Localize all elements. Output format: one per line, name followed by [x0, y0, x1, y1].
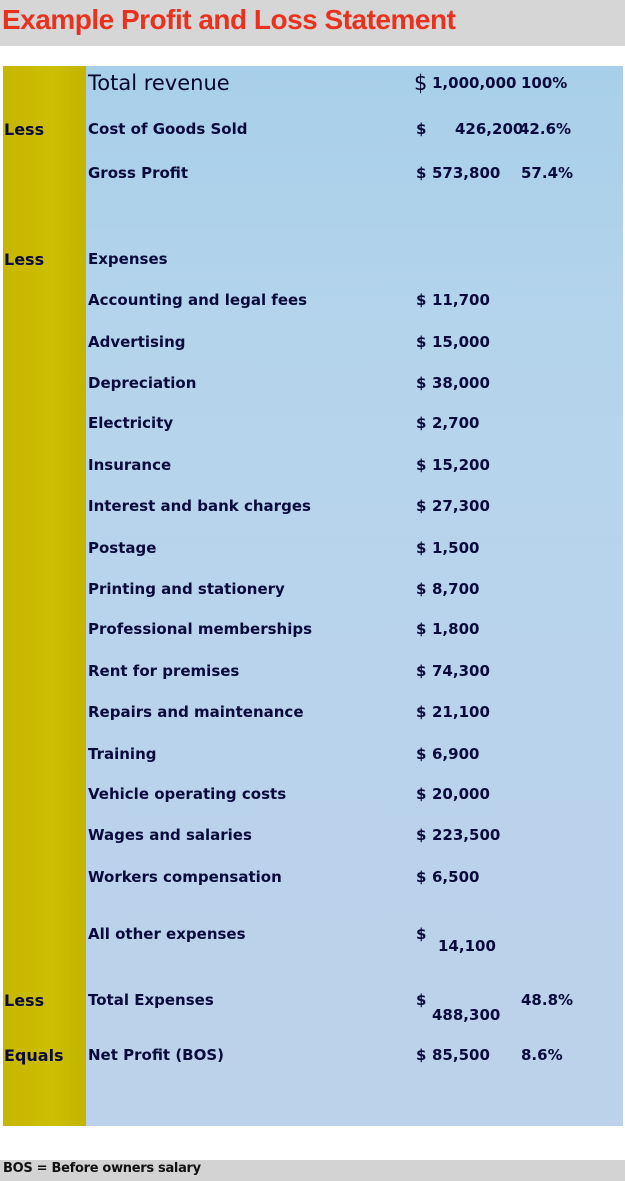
- expense-currency: $: [416, 456, 427, 474]
- total-expenses-prefix: Less: [4, 991, 45, 1010]
- expense-label: Wages and salaries: [88, 826, 252, 844]
- total-expenses-currency: $: [416, 991, 427, 1009]
- total-expenses-amount: 488,300: [432, 1006, 501, 1024]
- expense-currency: $: [416, 826, 427, 844]
- net-profit-percent: 8.6%: [521, 1046, 563, 1064]
- net-profit-amount: 85,500: [432, 1046, 490, 1064]
- expense-label: Rent for premises: [88, 662, 240, 680]
- net-profit-label: Net Profit (BOS): [88, 1046, 225, 1064]
- other-expenses-label: All other expenses: [88, 925, 246, 943]
- expense-label: Insurance: [88, 456, 172, 474]
- cogs-label: Cost of Goods Sold: [88, 120, 248, 138]
- expense-label: Interest and bank charges: [88, 497, 311, 515]
- expense-currency: $: [416, 662, 427, 680]
- expense-currency: $: [416, 497, 427, 515]
- gross-profit-label: Gross Profit: [88, 164, 189, 182]
- expense-amount: 1,500: [432, 539, 480, 557]
- expense-label: Repairs and maintenance: [88, 703, 304, 721]
- page-title: Example Profit and Loss Statement: [2, 4, 456, 35]
- expense-amount: 6,900: [432, 745, 480, 763]
- expense-amount: 6,500: [432, 868, 480, 886]
- footer-note: BOS = Before owners salary: [3, 1161, 201, 1176]
- revenue-currency: $: [414, 71, 428, 95]
- expense-label: Depreciation: [88, 374, 197, 392]
- cogs-percent: 42.6%: [519, 120, 572, 138]
- expense-label: Advertising: [88, 333, 186, 351]
- expense-currency: $: [416, 414, 427, 432]
- expense-currency: $: [416, 374, 427, 392]
- label-column: [3, 66, 86, 1126]
- revenue-percent: 100%: [521, 74, 568, 92]
- revenue-amount: 1,000,000: [432, 74, 517, 92]
- expense-currency: $: [416, 580, 427, 598]
- expense-label: Accounting and legal fees: [88, 291, 308, 309]
- expense-amount: 11,700: [432, 291, 490, 309]
- expense-amount: 74,300: [432, 662, 490, 680]
- expense-label: Professional memberships: [88, 620, 313, 638]
- expense-currency: $: [416, 539, 427, 557]
- expense-label: Postage: [88, 539, 157, 557]
- other-expenses-currency: $: [416, 925, 427, 943]
- gross-profit-currency: $: [416, 164, 427, 182]
- cogs-prefix: Less: [4, 120, 45, 139]
- other-expenses-amount: 14,100: [438, 937, 496, 955]
- gross-profit-amount: 573,800: [432, 164, 501, 182]
- net-profit-prefix: Equals: [4, 1046, 64, 1065]
- expense-label: Training: [88, 745, 157, 763]
- expense-amount: 8,700: [432, 580, 480, 598]
- expense-label: Workers compensation: [88, 868, 282, 886]
- expense-amount: 15,000: [432, 333, 490, 351]
- cogs-currency: $: [416, 120, 427, 138]
- expense-currency: $: [416, 785, 427, 803]
- expense-label: Electricity: [88, 414, 174, 432]
- total-expenses-label: Total Expenses: [88, 991, 214, 1009]
- expense-amount: 223,500: [432, 826, 501, 844]
- net-profit-currency: $: [416, 1046, 427, 1064]
- expense-amount: 2,700: [432, 414, 480, 432]
- expense-amount: 38,000: [432, 374, 490, 392]
- expense-amount: 27,300: [432, 497, 490, 515]
- expense-amount: 20,000: [432, 785, 490, 803]
- expense-amount: 1,800: [432, 620, 480, 638]
- expense-label: Printing and stationery: [88, 580, 285, 598]
- expense-currency: $: [416, 333, 427, 351]
- expenses-prefix: Less: [4, 250, 45, 269]
- expense-currency: $: [416, 291, 427, 309]
- expense-currency: $: [416, 703, 427, 721]
- total-expenses-percent: 48.8%: [521, 991, 574, 1009]
- cogs-amount: 426,200: [455, 120, 524, 138]
- expense-currency: $: [416, 745, 427, 763]
- expense-label: Vehicle operating costs: [88, 785, 287, 803]
- expenses-header: Expenses: [88, 250, 168, 268]
- gross-profit-percent: 57.4%: [521, 164, 574, 182]
- expense-amount: 15,200: [432, 456, 490, 474]
- expense-currency: $: [416, 868, 427, 886]
- expense-currency: $: [416, 620, 427, 638]
- expense-amount: 21,100: [432, 703, 490, 721]
- revenue-label: Total revenue: [88, 71, 230, 95]
